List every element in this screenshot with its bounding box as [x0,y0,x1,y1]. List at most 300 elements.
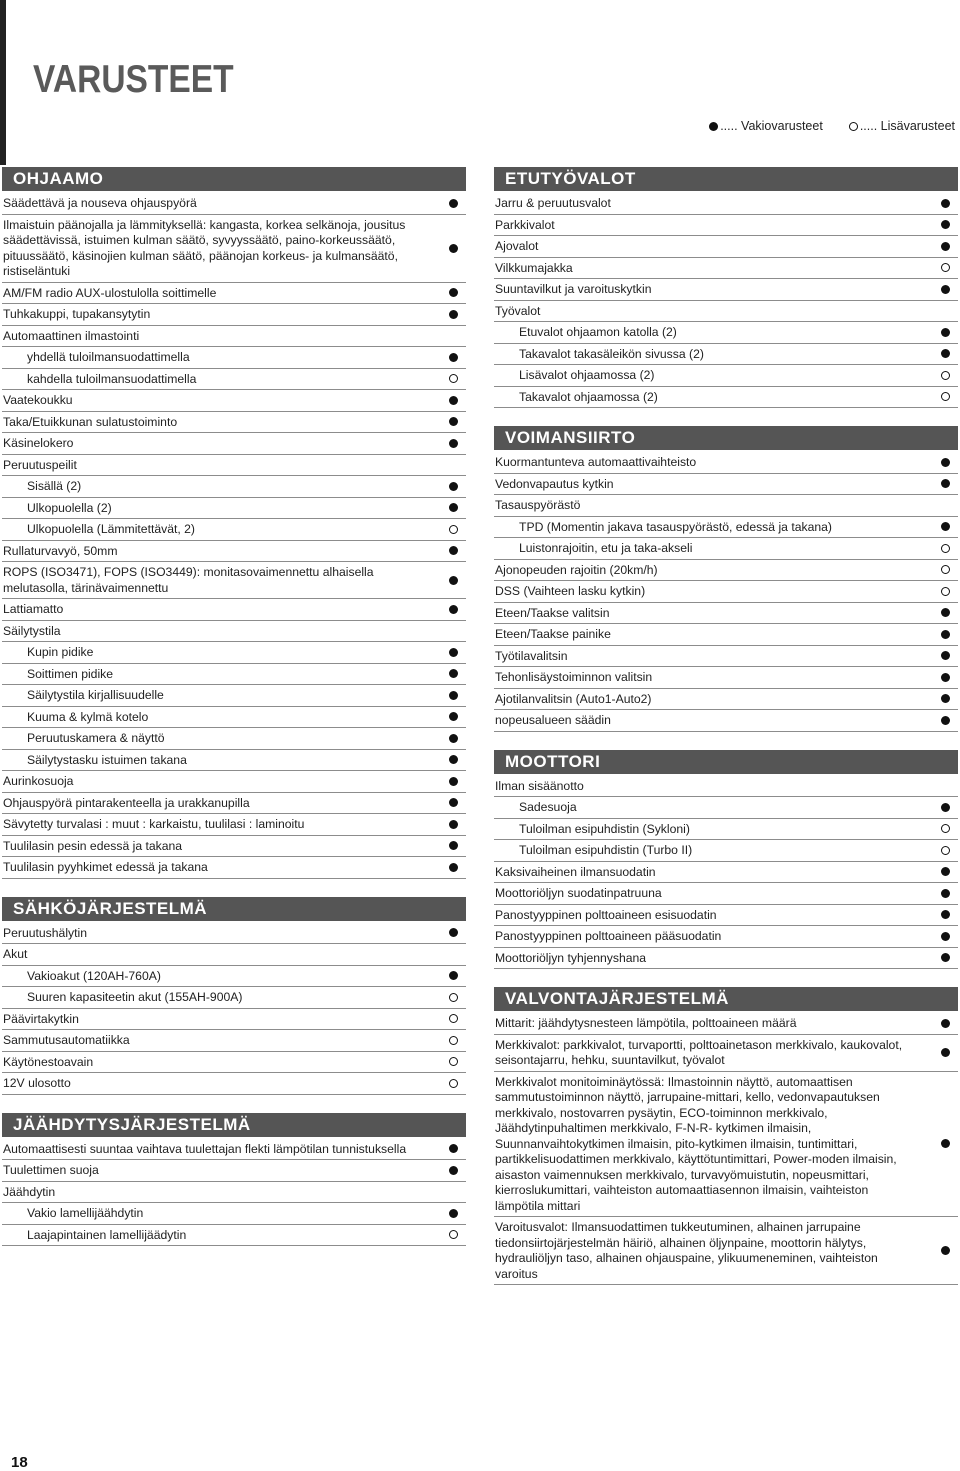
availability-cell [440,288,466,297]
filled-dot-icon [941,1019,950,1028]
equipment-label: Ilmaistuin päänojalla ja lämmityksellä: kangasta, korkea selkänoja, jousitus säädettävissä, istuimen kulman säätö, syvyyssäätö, paino-korkeussäätö, pituussäätö, käsinojien kulman säätö, päänojan korkeus- ja kulmansäätö, ristiseläntuki [3,217,406,278]
filled-dot-icon [449,310,458,319]
equipment-row [2,369,466,391]
equipment-row [494,797,958,819]
equipment-label: Merkkivalot monitoiminäytössä: Ilmastoinnin näyttö, automaattisen sammutustoiminnon näyttö, jarrupaine-mittari, kello, vedonvapautuksen merkkivalo, nostovarren pysäytin, ECO-toiminnon merkkivalo, Jäähdytinpuhaltimen merkkivalo, F-N-R- kytkimen ilmaisin, Suunnanvaihtokytkimen ilmaisin, pito-kytkimen ilmaisin, tuntimittari, partikkelisuodattimen merkkivalo, käyttötuntimittari, Power-moden ilmaisin, aisaston vaimennuksen merkkivalo, turvavyömuistutin, nopeusmittari, kierroslukumittari, vaihteiston automaattiasennon ilmaisin, vaihteiston lämpötila mittari [495,1074,897,1213]
availability-cell [440,691,466,700]
filled-dot-icon [941,803,950,812]
availability-cell [440,503,466,512]
section-heading: MOOTTORI [494,750,958,774]
equipment-label: Akut [3,947,28,961]
availability-cell [440,199,466,208]
equipment-row [2,923,466,945]
open-dot-icon [449,1230,458,1239]
equipment-label: Peruutushälytin [3,925,88,940]
filled-dot-icon [449,288,458,297]
equipment-row [2,707,466,729]
filled-dot-icon [449,734,458,743]
equipment-row [2,1073,466,1095]
equipment-row [494,236,958,258]
equipment-row [2,304,466,326]
filled-dot-icon [941,673,950,682]
equipment-label: Käytönestoavain [3,1054,94,1069]
filled-dot-icon [941,910,950,919]
equipment-label: Tuloilman esipuhdistin (Sykloni) [519,821,690,836]
equipment-label: Suuren kapasiteetin akut (155AH-900A) [27,990,243,1004]
availability-cell [932,285,958,294]
equipment-row [2,541,466,563]
legend-optional-label: ..... Lisävarusteet [859,119,955,133]
availability-cell [440,1166,466,1175]
equipment-label: Lattiamatto [3,602,64,616]
filled-dot-icon [941,220,950,229]
equipment-label: Eteen/Taakse valitsin [495,605,610,620]
filled-dot-icon [449,605,458,614]
equipment-row [494,883,958,905]
availability-cell [440,863,466,872]
availability-cell [932,673,958,682]
filled-dot-icon [449,396,458,405]
filled-dot-icon [941,328,950,337]
equipment-row [494,840,958,862]
equipment-row [494,1013,958,1035]
equipment-row [2,987,466,1009]
availability-cell [440,755,466,764]
filled-dot-icon [941,630,950,639]
equipment-label: Vakioakut (120AH-760A) [27,968,161,983]
filled-dot-icon [449,353,458,362]
equipment-label: Varoitusvalot: Ilmansuodattimen tukkeutuminen, alhainen jarrupaine tiedonsiirtojärjestelmän häiriö, alhainen öljynpaine, moottorin hälytys, hydrauliöljyn taso, alhainen ohjauspaine, ylikuumeneminen, vaihteiston varoitus [495,1220,878,1281]
filled-dot-icon [449,755,458,764]
availability-cell [440,1209,466,1218]
equipment-row [494,1217,958,1285]
availability-cell [932,199,958,208]
filled-dot-icon [941,867,950,876]
availability-cell [440,777,466,786]
filled-dot-icon [449,798,458,807]
section-valvontajarjestelma [494,987,958,1285]
equipment-label: Kuuma & kylmä kotelo [27,709,149,724]
availability-cell [932,392,958,401]
page-number: 18 [11,1454,28,1471]
equipment-row [2,814,466,836]
equipment-row [494,624,958,646]
equipment-row [2,728,466,750]
legend [709,119,955,133]
availability-cell [440,1036,466,1045]
equipment-label: Takavalot takasäleikön sivussa (2) [519,346,704,361]
filled-dot-icon [449,439,458,448]
equipment-label: Panostyyppinen polttoaineen esisuodatin [495,907,717,922]
filled-dot-icon [449,417,458,426]
equipment-row [2,664,466,686]
filled-dot-icon [449,777,458,786]
equipment-row [494,948,958,970]
equipment-label: Työvalot [495,303,541,318]
equipment-label: Laajapintainen lamellijäädytin [27,1227,187,1242]
equipment-row [2,347,466,369]
equipment-row [494,1035,958,1072]
equipment-row [494,667,958,689]
equipment-row [2,1225,466,1247]
open-dot-icon [941,824,950,833]
availability-cell [932,544,958,553]
availability-cell [440,482,466,491]
equipment-label: Säädettävä ja nouseva ohjauspyörä [3,196,197,210]
availability-cell [440,993,466,1002]
equipment-row [494,560,958,582]
legend-standard [709,119,823,133]
section-heading: VOIMANSIIRTO [494,426,958,450]
availability-cell [932,349,958,358]
equipment-row [2,215,466,283]
section-voimansiirto [494,426,958,732]
equipment-row [2,1030,466,1052]
equipment-label: kahdella tuloilmansuodattimella [27,371,197,386]
section-heading: JÄÄHDYTYSJÄRJESTELMÄ [2,1113,466,1137]
equipment-row [494,819,958,841]
section-heading: SÄHKÖJÄRJESTELMÄ [2,897,466,921]
equipment-label: Moottoriöljyn tyhjennyshana [495,950,647,965]
equipment-row [494,279,958,301]
section-ohjaamo [2,167,466,879]
equipment-row [2,793,466,815]
availability-cell [932,651,958,660]
equipment-label: Sammutusautomatiikka [3,1033,130,1047]
availability-cell [440,396,466,405]
filled-dot-icon [709,122,718,131]
equipment-row [2,599,466,621]
equipment-row [494,344,958,366]
equipment-row [2,836,466,858]
availability-cell [932,587,958,596]
equipment-row [494,581,958,603]
section-jaahdytysjarjestelma [2,1113,466,1247]
filled-dot-icon [941,349,950,358]
availability-cell [932,328,958,337]
availability-cell [440,439,466,448]
availability-cell [440,669,466,678]
equipment-label: Tasauspyörästö [495,498,581,512]
availability-cell [440,525,466,534]
equipment-label: Käsinelokero [3,436,74,450]
availability-cell [932,263,958,272]
availability-cell [440,310,466,319]
open-dot-icon [849,122,858,131]
equipment-label: AM/FM radio AUX-ulostulolla soittimelle [3,285,217,300]
filled-dot-icon [449,863,458,872]
equipment-label: Kaksivaiheinen ilmansuodatin [495,864,656,879]
availability-cell [932,608,958,617]
filled-dot-icon [941,479,950,488]
availability-cell [932,1048,958,1057]
equipment-label: Luistonrajoitin, etu ja taka-akseli [519,541,693,555]
availability-cell [440,841,466,850]
open-dot-icon [449,1079,458,1088]
open-dot-icon [941,371,950,380]
equipment-label: Säilytystasku istuimen takana [27,752,187,767]
equipment-label: Sävytetty turvalasi : muut : karkaistu, tuulilasi : laminoitu [3,817,305,831]
equipment-label: Mittarit: jäähdytysnesteen lämpötila, polttoaineen määrä [495,1016,797,1030]
equipment-row [2,193,466,215]
availability-cell [932,889,958,898]
legend-optional [849,119,955,133]
open-dot-icon [941,587,950,596]
equipment-row [494,474,958,496]
equipment-row [494,452,958,474]
filled-dot-icon [449,503,458,512]
open-dot-icon [449,374,458,383]
filled-dot-icon [449,1166,458,1175]
section-moottori [494,750,958,970]
equipment-label: Taka/Etuikkunan sulatustoiminto [3,414,178,429]
open-dot-icon [941,263,950,272]
equipment-row [2,621,466,643]
availability-cell [440,546,466,555]
filled-dot-icon [941,522,950,531]
equipment-row [494,387,958,409]
equipment-label: Tuloilman esipuhdistin (Turbo II) [519,843,693,857]
filled-dot-icon [449,841,458,850]
filled-dot-icon [449,669,458,678]
filled-dot-icon [941,694,950,703]
equipment-label: Suuntavilkut ja varoituskytkin [495,282,652,296]
availability-cell [440,374,466,383]
equipment-label: 12V ulosotto [3,1076,71,1090]
equipment-row [2,685,466,707]
equipment-row [2,966,466,988]
filled-dot-icon [449,928,458,937]
equipment-row [494,495,958,517]
equipment-label: Päävirtakytkin [3,1011,79,1026]
filled-dot-icon [941,608,950,617]
filled-dot-icon [449,971,458,980]
open-dot-icon [941,565,950,574]
equipment-label: Lisävalot ohjaamossa (2) [519,368,655,382]
open-dot-icon [449,1014,458,1023]
equipment-label: Ulkopuolella (2) [27,500,112,515]
equipment-row [494,193,958,215]
equipment-label: Soittimen pidike [27,666,114,681]
page-title: VARUSTEET [33,58,234,101]
equipment-label: Kupin pidike [27,645,94,659]
filled-dot-icon [449,199,458,208]
equipment-label: Säilytystila kirjallisuudelle [27,688,164,702]
availability-cell [932,479,958,488]
equipment-label: Merkkivalot: parkkivalot, turvaportti, polttoainetason merkkivalo, kaukovalot, seisontajarru, hehku, suuntavilkut, työvalot [495,1037,903,1067]
filled-dot-icon [941,1246,950,1255]
availability-cell [440,712,466,721]
filled-dot-icon [449,1144,458,1153]
availability-cell [932,242,958,251]
availability-cell [932,867,958,876]
equipment-label: Tuhkakuppi, tupakansytytin [3,307,151,321]
section-etutyovalot [494,167,958,408]
filled-dot-icon [941,932,950,941]
filled-dot-icon [941,1139,950,1148]
equipment-label: Peruutuspeilit [3,457,77,472]
equipment-label: Ilman sisäänotto [495,778,584,793]
right-column [494,167,958,1303]
section-heading: OHJAAMO [2,167,466,191]
equipment-label: Tehonlisäystoiminnon valitsin [495,670,653,684]
equipment-row [494,365,958,387]
availability-cell [440,1144,466,1153]
equipment-label: Automaattinen ilmastointi [3,328,140,343]
equipment-row [2,1182,466,1204]
equipment-row [2,390,466,412]
equipment-row [2,433,466,455]
equipment-row [2,944,466,966]
availability-cell [440,605,466,614]
equipment-label: DSS (Vaihteen lasku kytkin) [495,584,646,598]
availability-cell [440,417,466,426]
left-column [2,167,466,1264]
equipment-row [2,642,466,664]
equipment-label: Sadesuoja [519,800,577,814]
filled-dot-icon [449,576,458,585]
equipment-label: Ulkopuolella (Lämmitettävät, 2) [27,522,195,536]
equipment-label: Sisällä (2) [27,479,82,493]
availability-cell [932,458,958,467]
filled-dot-icon [941,242,950,251]
availability-cell [932,565,958,574]
filled-dot-icon [449,1209,458,1218]
availability-cell [932,1019,958,1028]
section-heading: ETUTYÖVALOT [494,167,958,191]
equipment-label: Jarru & peruutusvalot [495,196,611,210]
equipment-label: Jäähdytin [3,1184,56,1199]
equipment-row [2,498,466,520]
availability-cell [440,576,466,585]
availability-cell [932,630,958,639]
filled-dot-icon [449,691,458,700]
equipment-label: TPD (Momentin jakava tasauspyörästö, edessä ja takana) [519,519,832,534]
equipment-label: Ohjauspyörä pintarakenteella ja urakkanupilla [3,795,250,810]
equipment-row [2,1052,466,1074]
equipment-row [494,905,958,927]
legend-standard-label: ..... Vakiovarusteet [720,119,823,133]
open-dot-icon [941,846,950,855]
equipment-label: Takavalot ohjaamossa (2) [519,389,658,404]
equipment-row [494,301,958,323]
equipment-row [494,710,958,732]
equipment-row [2,283,466,305]
equipment-row [2,519,466,541]
availability-cell [932,371,958,380]
equipment-row [2,562,466,599]
equipment-label: nopeusalueen säädin [495,713,611,727]
availability-cell [440,1230,466,1239]
equipment-label: Etuvalot ohjaamon katolla (2) [519,325,677,339]
open-dot-icon [449,1036,458,1045]
filled-dot-icon [941,716,950,725]
equipment-label: Vedonvapautus kytkin [495,476,614,491]
open-dot-icon [941,544,950,553]
equipment-row [494,862,958,884]
availability-cell [440,1014,466,1023]
equipment-row [494,603,958,625]
availability-cell [440,928,466,937]
equipment-label: Eteen/Taakse painike [495,627,611,641]
availability-cell [440,820,466,829]
availability-cell [440,1079,466,1088]
equipment-row [2,1160,466,1182]
equipment-row [494,689,958,711]
equipment-row [494,1072,958,1218]
availability-cell [440,244,466,253]
equipment-row [494,926,958,948]
availability-cell [440,648,466,657]
filled-dot-icon [941,651,950,660]
equipment-label: Vilkkumajakka [495,260,573,275]
equipment-row [2,412,466,434]
open-dot-icon [449,1057,458,1066]
equipment-row [2,1139,466,1161]
equipment-row [2,1203,466,1225]
equipment-label: yhdellä tuloilmansuodattimella [27,350,190,364]
equipment-label: Vakio lamellijäähdytin [27,1206,144,1220]
equipment-label: Parkkivalot [495,217,555,232]
filled-dot-icon [941,889,950,898]
availability-cell [440,734,466,743]
equipment-label: Työtilavalitsin [495,648,568,663]
equipment-label: Vaatekoukku [3,393,73,407]
equipment-label: Aurinkosuoja [3,774,74,788]
availability-cell [440,1057,466,1066]
equipment-row [494,646,958,668]
availability-cell [932,846,958,855]
availability-cell [932,522,958,531]
availability-cell [932,1139,958,1148]
equipment-row [2,476,466,498]
availability-cell [440,353,466,362]
filled-dot-icon [449,712,458,721]
equipment-label: Automaattisesti suuntaa vaihtava tuulettajan flekti lämpötilan tunnistuksella [3,1141,407,1156]
side-accent-bar [0,0,6,165]
filled-dot-icon [449,244,458,253]
availability-cell [440,798,466,807]
availability-cell [932,910,958,919]
availability-cell [932,220,958,229]
equipment-row [494,538,958,560]
equipment-label: Ajotilanvalitsin (Auto1-Auto2) [495,691,652,706]
equipment-label: Kuormantunteva automaattivaihteisto [495,455,697,469]
availability-cell [932,1246,958,1255]
equipment-label: ROPS (ISO3471), FOPS (ISO3449): monitasovaimennettu alhaisella melutasolla, tärinävaimennettu [3,565,374,595]
availability-cell [932,953,958,962]
equipment-row [2,771,466,793]
equipment-label: Ajonopeuden rajoitin (20km/h) [495,562,658,577]
availability-cell [932,803,958,812]
section-heading: VALVONTAJÄRJESTELMÄ [494,987,958,1011]
equipment-label: Säilytystila [3,623,61,638]
equipment-row [494,776,958,798]
equipment-label: Peruutuskamera & näyttö [27,731,165,745]
filled-dot-icon [449,648,458,657]
equipment-row [2,750,466,772]
equipment-row [2,857,466,879]
filled-dot-icon [941,1048,950,1057]
filled-dot-icon [449,820,458,829]
equipment-label: Ajovalot [495,239,539,253]
equipment-row [494,322,958,344]
equipment-label: Panostyyppinen polttoaineen pääsuodatin [495,929,722,943]
equipment-row [2,326,466,348]
filled-dot-icon [941,953,950,962]
equipment-row [494,258,958,280]
availability-cell [932,716,958,725]
